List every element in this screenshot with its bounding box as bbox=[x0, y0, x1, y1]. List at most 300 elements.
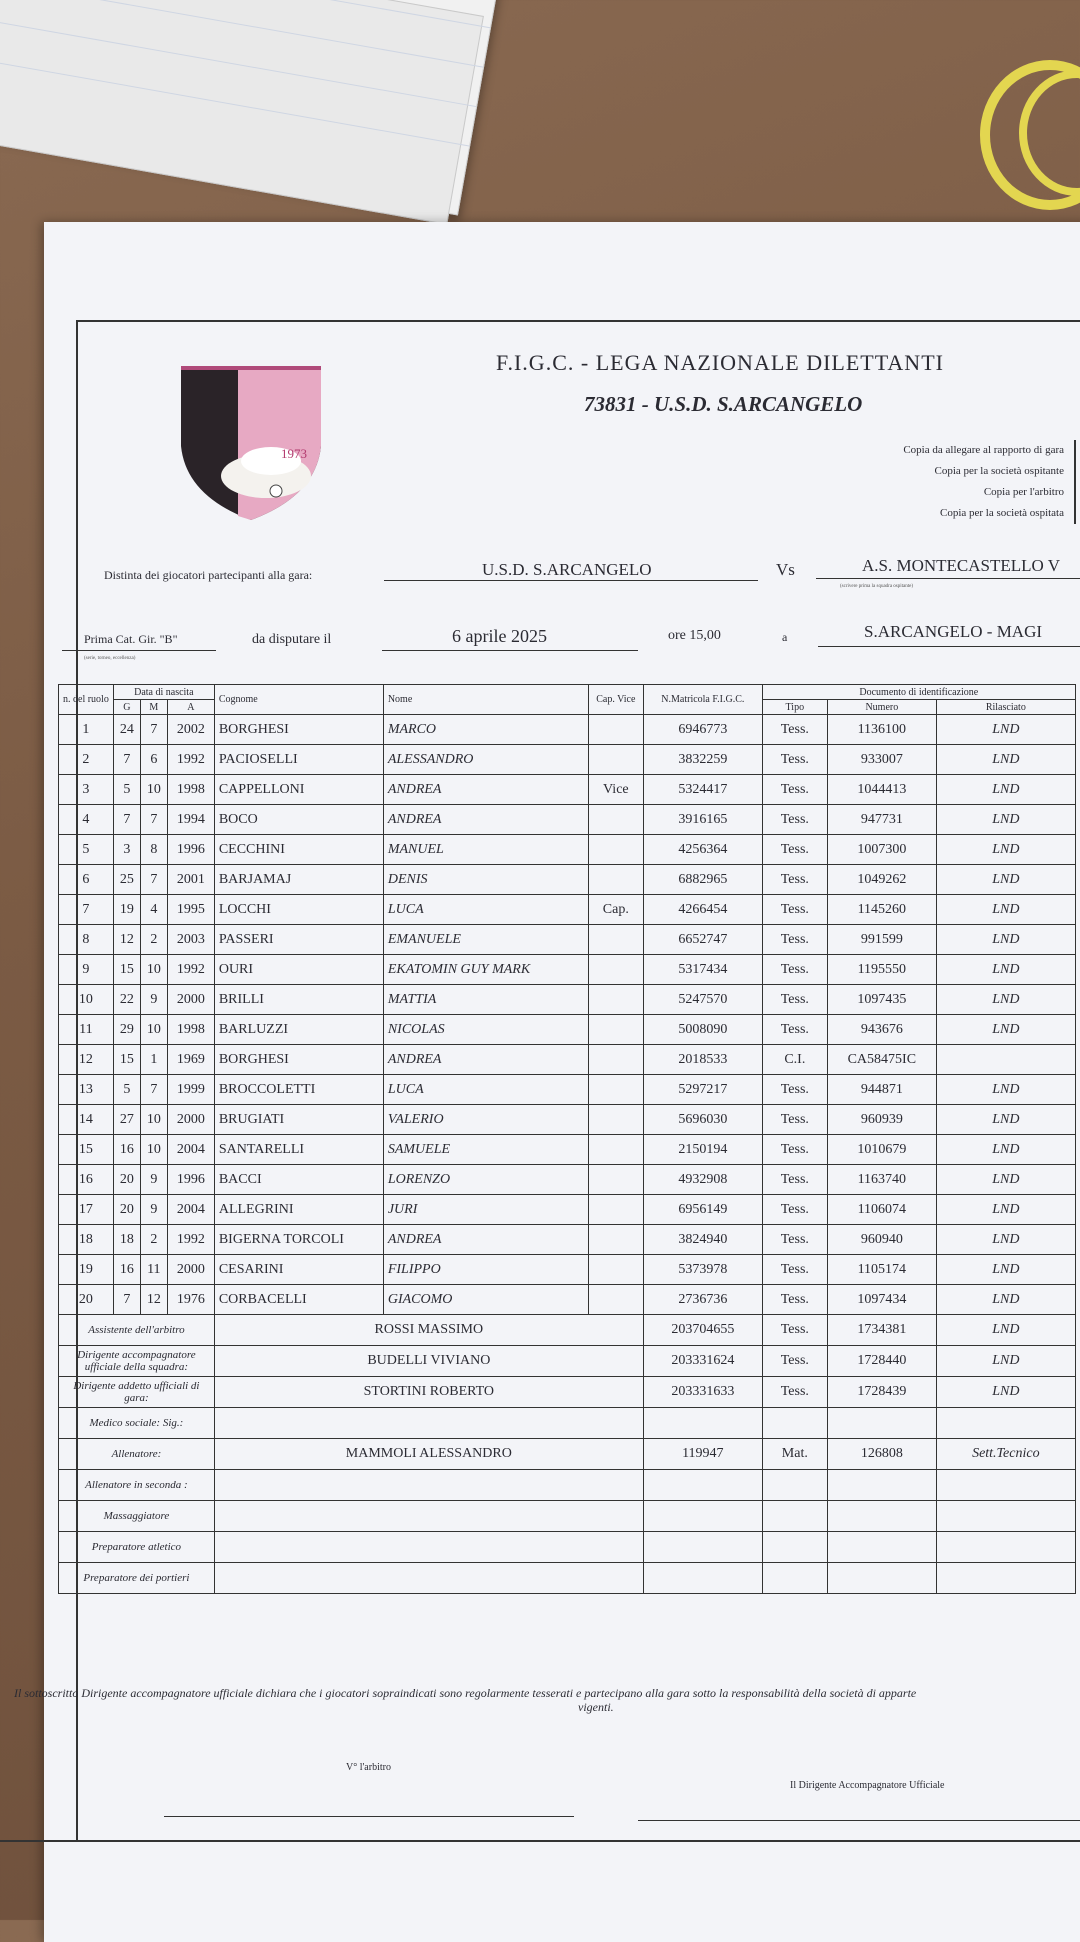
birth-year: 1998 bbox=[167, 1015, 214, 1045]
staff-doc-issuer: LND bbox=[936, 1346, 1075, 1377]
staff-name bbox=[214, 1501, 643, 1532]
doc-issuer: LND bbox=[936, 865, 1075, 895]
matricola: 2736736 bbox=[643, 1285, 762, 1315]
col-numero: Numero bbox=[827, 700, 936, 715]
player-number: 19 bbox=[59, 1255, 114, 1285]
doc-type: Tess. bbox=[762, 745, 827, 775]
player-surname: BROCCOLETTI bbox=[214, 1075, 383, 1105]
birth-day: 19 bbox=[113, 895, 140, 925]
birth-month: 7 bbox=[140, 1075, 167, 1105]
birth-year: 1976 bbox=[167, 1285, 214, 1315]
staff-name: BUDELLI VIVIANO bbox=[214, 1346, 643, 1377]
birth-day: 5 bbox=[113, 775, 140, 805]
birth-month: 2 bbox=[140, 925, 167, 955]
staff-doc-issuer bbox=[936, 1501, 1075, 1532]
doc-issuer: LND bbox=[936, 985, 1075, 1015]
captain-flag bbox=[588, 1195, 643, 1225]
birth-day: 15 bbox=[113, 1045, 140, 1075]
staff-doc-number: 1728440 bbox=[827, 1346, 936, 1377]
captain-flag: Cap. bbox=[588, 895, 643, 925]
staff-role: Preparatore dei portieri bbox=[59, 1563, 215, 1594]
birth-year: 1992 bbox=[167, 955, 214, 985]
doc-type: Tess. bbox=[762, 865, 827, 895]
birth-month: 7 bbox=[140, 865, 167, 895]
doc-type: Tess. bbox=[762, 805, 827, 835]
doc-issuer: LND bbox=[936, 1105, 1075, 1135]
away-team: A.S. MONTECASTELLO V bbox=[862, 556, 1061, 575]
player-name: SAMUELE bbox=[383, 1135, 588, 1165]
player-surname: ALLEGRINI bbox=[214, 1195, 383, 1225]
player-name: NICOLAS bbox=[383, 1015, 588, 1045]
birth-month: 8 bbox=[140, 835, 167, 865]
matricola: 5324417 bbox=[643, 775, 762, 805]
birth-year: 2003 bbox=[167, 925, 214, 955]
doc-type: Tess. bbox=[762, 1285, 827, 1315]
staff-doc-type: Mat. bbox=[762, 1439, 827, 1470]
doc-number: 1097434 bbox=[827, 1285, 936, 1315]
birth-year: 1969 bbox=[167, 1045, 214, 1075]
player-row bbox=[59, 1105, 1076, 1135]
player-number: 18 bbox=[59, 1225, 114, 1255]
staff-matricola bbox=[643, 1501, 762, 1532]
notepad bbox=[0, 0, 498, 216]
doc-number: CA58475IC bbox=[827, 1045, 936, 1075]
staff-role: Allenatore in seconda : bbox=[59, 1470, 215, 1501]
captain-flag bbox=[588, 835, 643, 865]
birth-day: 20 bbox=[113, 1165, 140, 1195]
captain-flag bbox=[588, 745, 643, 775]
player-row bbox=[59, 1195, 1076, 1225]
staff-doc-type bbox=[762, 1532, 827, 1563]
player-row bbox=[59, 895, 1076, 925]
category-note: (serie, torneo, eccellenza) bbox=[84, 656, 136, 661]
doc-issuer: LND bbox=[936, 1015, 1075, 1045]
birth-month: 4 bbox=[140, 895, 167, 925]
birth-year: 2000 bbox=[167, 1105, 214, 1135]
doc-issuer: LND bbox=[936, 1075, 1075, 1105]
matricola: 5373978 bbox=[643, 1255, 762, 1285]
doc-issuer: LND bbox=[936, 805, 1075, 835]
captain-flag bbox=[588, 985, 643, 1015]
player-name: GIACOMO bbox=[383, 1285, 588, 1315]
birth-day: 27 bbox=[113, 1105, 140, 1135]
matricola: 6956149 bbox=[643, 1195, 762, 1225]
birth-year: 1992 bbox=[167, 1225, 214, 1255]
doc-type: Tess. bbox=[762, 985, 827, 1015]
player-surname: CECCHINI bbox=[214, 835, 383, 865]
player-name: MARCO bbox=[383, 715, 588, 745]
matricola: 5297217 bbox=[643, 1075, 762, 1105]
birth-month: 7 bbox=[140, 715, 167, 745]
doc-issuer: LND bbox=[936, 775, 1075, 805]
birth-month: 10 bbox=[140, 1105, 167, 1135]
doc-issuer: LND bbox=[936, 925, 1075, 955]
staff-role: Dirigente addetto ufficiali di gara: bbox=[59, 1377, 215, 1408]
matricola: 3832259 bbox=[643, 745, 762, 775]
col-birth: Data di nascita bbox=[113, 685, 214, 700]
staff-doc-number bbox=[827, 1470, 936, 1501]
staff-doc-number bbox=[827, 1408, 936, 1439]
doc-issuer: LND bbox=[936, 835, 1075, 865]
staff-doc-number: 1728439 bbox=[827, 1377, 936, 1408]
birth-day: 24 bbox=[113, 715, 140, 745]
doc-type: Tess. bbox=[762, 1135, 827, 1165]
doc-number: 1163740 bbox=[827, 1165, 936, 1195]
date-label: da disputare il bbox=[252, 632, 332, 647]
doc-number: 1007300 bbox=[827, 835, 936, 865]
staff-name bbox=[214, 1532, 643, 1563]
captain-flag bbox=[588, 1285, 643, 1315]
player-number: 14 bbox=[59, 1105, 114, 1135]
staff-doc-type bbox=[762, 1408, 827, 1439]
captain-flag bbox=[588, 1045, 643, 1075]
matricola: 5008090 bbox=[643, 1015, 762, 1045]
doc-issuer: LND bbox=[936, 1165, 1075, 1195]
vs-label: Vs bbox=[776, 560, 795, 579]
birth-year: 1996 bbox=[167, 1165, 214, 1195]
birth-month: 10 bbox=[140, 1015, 167, 1045]
at-label: a bbox=[782, 630, 788, 644]
matricola: 6946773 bbox=[643, 715, 762, 745]
staff-doc-issuer bbox=[936, 1470, 1075, 1501]
birth-month: 6 bbox=[140, 745, 167, 775]
staff-name: ROSSI MASSIMO bbox=[214, 1315, 643, 1346]
matricola: 6652747 bbox=[643, 925, 762, 955]
birth-day: 20 bbox=[113, 1195, 140, 1225]
birth-year: 2000 bbox=[167, 985, 214, 1015]
player-row bbox=[59, 1015, 1076, 1045]
player-row bbox=[59, 1225, 1076, 1255]
doc-type: Tess. bbox=[762, 1195, 827, 1225]
staff-role: Medico sociale: Sig.: bbox=[59, 1408, 215, 1439]
staff-matricola bbox=[643, 1470, 762, 1501]
manager-signature-label: Il Dirigente Accompagnatore Ufficiale bbox=[790, 1780, 945, 1791]
player-name: VALERIO bbox=[383, 1105, 588, 1135]
staff-role: Assistente dell'arbitro bbox=[59, 1315, 215, 1346]
staff-doc-type: Tess. bbox=[762, 1377, 827, 1408]
player-name: LORENZO bbox=[383, 1165, 588, 1195]
doc-type: Tess. bbox=[762, 835, 827, 865]
player-surname: CORBACELLI bbox=[214, 1285, 383, 1315]
staff-doc-type bbox=[762, 1501, 827, 1532]
player-number: 6 bbox=[59, 865, 114, 895]
captain-flag: Vice bbox=[588, 775, 643, 805]
doc-issuer: LND bbox=[936, 895, 1075, 925]
matricola: 5317434 bbox=[643, 955, 762, 985]
player-number: 7 bbox=[59, 895, 114, 925]
player-number: 15 bbox=[59, 1135, 114, 1165]
staff-name bbox=[214, 1408, 643, 1439]
staff-row bbox=[59, 1470, 1076, 1501]
doc-type: Tess. bbox=[762, 1255, 827, 1285]
staff-matricola: 203331624 bbox=[643, 1346, 762, 1377]
staff-name: STORTINI ROBERTO bbox=[214, 1377, 643, 1408]
doc-type: Tess. bbox=[762, 1165, 827, 1195]
staff-doc-issuer: LND bbox=[936, 1315, 1075, 1346]
declaration: Il sottoscritto Dirigente accompagnatore ufficiale dichiara che i giocatori sopraindicati sono regolarmente tesserati e partecipano alla gara sotto la responsabilità della società di apparte bbox=[14, 1686, 917, 1700]
captain-flag bbox=[588, 865, 643, 895]
player-row bbox=[59, 835, 1076, 865]
venue: S.ARCANGELO - MAGI bbox=[864, 622, 1043, 641]
away-note: (scrivere prima la squadra ospitante) bbox=[840, 584, 914, 589]
birth-year: 2004 bbox=[167, 1135, 214, 1165]
staff-doc-issuer: LND bbox=[936, 1377, 1075, 1408]
captain-flag bbox=[588, 925, 643, 955]
doc-number: 960939 bbox=[827, 1105, 936, 1135]
staff-doc-number: 126808 bbox=[827, 1439, 936, 1470]
doc-number: 1010679 bbox=[827, 1135, 936, 1165]
birth-year: 1999 bbox=[167, 1075, 214, 1105]
captain-flag bbox=[588, 955, 643, 985]
doc-type: Tess. bbox=[762, 1015, 827, 1045]
staff-row bbox=[59, 1439, 1076, 1470]
referee-signature-label: V° l'arbitro bbox=[346, 1762, 391, 1773]
player-surname: BARLUZZI bbox=[214, 1015, 383, 1045]
matricola: 5696030 bbox=[643, 1105, 762, 1135]
player-name: DENIS bbox=[383, 865, 588, 895]
birth-year: 1992 bbox=[167, 745, 214, 775]
birth-month: 10 bbox=[140, 955, 167, 985]
captain-flag bbox=[588, 1075, 643, 1105]
staff-matricola bbox=[643, 1532, 762, 1563]
staff-role: Allenatore: bbox=[59, 1439, 215, 1470]
doc-number: 944871 bbox=[827, 1075, 936, 1105]
player-row bbox=[59, 865, 1076, 895]
player-surname: PACIOSELLI bbox=[214, 745, 383, 775]
doc-type: Tess. bbox=[762, 1225, 827, 1255]
player-surname: OURI bbox=[214, 955, 383, 985]
birth-month: 7 bbox=[140, 805, 167, 835]
col-g: G bbox=[113, 700, 140, 715]
player-row bbox=[59, 1045, 1076, 1075]
col-a: A bbox=[167, 700, 214, 715]
player-number: 12 bbox=[59, 1045, 114, 1075]
staff-row bbox=[59, 1346, 1076, 1377]
player-surname: BACCI bbox=[214, 1165, 383, 1195]
staff-row bbox=[59, 1377, 1076, 1408]
birth-month: 10 bbox=[140, 1135, 167, 1165]
player-surname: LOCCHI bbox=[214, 895, 383, 925]
matricola: 2150194 bbox=[643, 1135, 762, 1165]
player-number: 16 bbox=[59, 1165, 114, 1195]
birth-day: 25 bbox=[113, 865, 140, 895]
staff-doc-issuer bbox=[936, 1563, 1075, 1594]
doc-number: 1145260 bbox=[827, 895, 936, 925]
player-surname: SANTARELLI bbox=[214, 1135, 383, 1165]
birth-day: 15 bbox=[113, 955, 140, 985]
svg-text:1973: 1973 bbox=[281, 446, 307, 461]
player-surname: CESARINI bbox=[214, 1255, 383, 1285]
birth-day: 3 bbox=[113, 835, 140, 865]
player-surname: BIGERNA TORCOLI bbox=[214, 1225, 383, 1255]
col-matricola: N.Matricola F.I.G.C. bbox=[643, 685, 762, 715]
player-surname: BARJAMAJ bbox=[214, 865, 383, 895]
player-number: 4 bbox=[59, 805, 114, 835]
matricola: 2018533 bbox=[643, 1045, 762, 1075]
player-row bbox=[59, 775, 1076, 805]
player-name: ANDREA bbox=[383, 1225, 588, 1255]
captain-flag bbox=[588, 1015, 643, 1045]
player-name: EMANUELE bbox=[383, 925, 588, 955]
league-title: F.I.G.C. - LEGA NAZIONALE DILETTANTI bbox=[496, 350, 944, 375]
captain-flag bbox=[588, 1135, 643, 1165]
staff-name bbox=[214, 1563, 643, 1594]
player-row bbox=[59, 1255, 1076, 1285]
doc-number: 1195550 bbox=[827, 955, 936, 985]
player-number: 17 bbox=[59, 1195, 114, 1225]
player-row bbox=[59, 1285, 1076, 1315]
doc-issuer: LND bbox=[936, 715, 1075, 745]
birth-year: 2000 bbox=[167, 1255, 214, 1285]
staff-row bbox=[59, 1501, 1076, 1532]
birth-day: 29 bbox=[113, 1015, 140, 1045]
birth-year: 1994 bbox=[167, 805, 214, 835]
birth-month: 2 bbox=[140, 1225, 167, 1255]
doc-type: Tess. bbox=[762, 715, 827, 745]
col-tipo: Tipo bbox=[762, 700, 827, 715]
matricola: 4932908 bbox=[643, 1165, 762, 1195]
club-logo-icon bbox=[176, 366, 326, 522]
staff-doc-issuer bbox=[936, 1532, 1075, 1563]
doc-type: Tess. bbox=[762, 895, 827, 925]
birth-day: 16 bbox=[113, 1255, 140, 1285]
staff-row bbox=[59, 1532, 1076, 1563]
doc-issuer: LND bbox=[936, 1225, 1075, 1255]
player-surname: BRUGIATI bbox=[214, 1105, 383, 1135]
copy-option: Copia per la società ospitata bbox=[903, 503, 1076, 524]
doc-issuer: LND bbox=[936, 1135, 1075, 1165]
player-number: 11 bbox=[59, 1015, 114, 1045]
staff-doc-number bbox=[827, 1501, 936, 1532]
player-name: JURI bbox=[383, 1195, 588, 1225]
player-name: LUCA bbox=[383, 895, 588, 925]
birth-month: 1 bbox=[140, 1045, 167, 1075]
staff-doc-number bbox=[827, 1563, 936, 1594]
doc-number: 1105174 bbox=[827, 1255, 936, 1285]
player-row bbox=[59, 1135, 1076, 1165]
doc-type: C.I. bbox=[762, 1045, 827, 1075]
birth-day: 7 bbox=[113, 805, 140, 835]
doc-number: 943676 bbox=[827, 1015, 936, 1045]
staff-doc-type: Tess. bbox=[762, 1346, 827, 1377]
player-surname: BRILLI bbox=[214, 985, 383, 1015]
staff-matricola: 119947 bbox=[643, 1439, 762, 1470]
doc-number: 1097435 bbox=[827, 985, 936, 1015]
home-team: U.S.D. S.ARCANGELO bbox=[482, 560, 652, 579]
player-row bbox=[59, 925, 1076, 955]
player-row bbox=[59, 715, 1076, 745]
player-name: ANDREA bbox=[383, 775, 588, 805]
col-surname: Cognome bbox=[214, 685, 383, 715]
birth-year: 2004 bbox=[167, 1195, 214, 1225]
matricola: 3824940 bbox=[643, 1225, 762, 1255]
player-name: EKATOMIN GUY MARK bbox=[383, 955, 588, 985]
birth-day: 18 bbox=[113, 1225, 140, 1255]
birth-month: 9 bbox=[140, 1165, 167, 1195]
staff-name: MAMMOLI ALESSANDRO bbox=[214, 1439, 643, 1470]
doc-issuer bbox=[936, 1045, 1075, 1075]
doc-type: Tess. bbox=[762, 775, 827, 805]
birth-month: 12 bbox=[140, 1285, 167, 1315]
player-number: 3 bbox=[59, 775, 114, 805]
matricola: 6882965 bbox=[643, 865, 762, 895]
matricola: 4266454 bbox=[643, 895, 762, 925]
captain-flag bbox=[588, 715, 643, 745]
player-surname: PASSERI bbox=[214, 925, 383, 955]
copy-option: Copia per l'arbitro bbox=[903, 482, 1076, 503]
staff-doc-type: Tess. bbox=[762, 1315, 827, 1346]
staff-doc-issuer bbox=[936, 1408, 1075, 1439]
player-number: 9 bbox=[59, 955, 114, 985]
birth-year: 1995 bbox=[167, 895, 214, 925]
doc-number: 960940 bbox=[827, 1225, 936, 1255]
staff-role: Preparatore atletico bbox=[59, 1532, 215, 1563]
col-doc: Documento di identificazione bbox=[762, 685, 1075, 700]
doc-number: 947731 bbox=[827, 805, 936, 835]
doc-number: 1044413 bbox=[827, 775, 936, 805]
staff-matricola bbox=[643, 1408, 762, 1439]
staff-row bbox=[59, 1563, 1076, 1594]
doc-type: Tess. bbox=[762, 1105, 827, 1135]
match-date: 6 aprile 2025 bbox=[452, 626, 547, 646]
birth-day: 5 bbox=[113, 1075, 140, 1105]
col-name: Nome bbox=[383, 685, 588, 715]
player-row bbox=[59, 985, 1076, 1015]
doc-issuer: LND bbox=[936, 1255, 1075, 1285]
staff-doc-type bbox=[762, 1563, 827, 1594]
match-label: Distinta dei giocatori partecipanti alla gara: bbox=[104, 568, 313, 582]
birth-month: 10 bbox=[140, 775, 167, 805]
birth-year: 2001 bbox=[167, 865, 214, 895]
staff-doc-number: 1734381 bbox=[827, 1315, 936, 1346]
staff-row bbox=[59, 1315, 1076, 1346]
col-num: n. del ruolo bbox=[59, 685, 114, 715]
player-surname: CAPPELLONI bbox=[214, 775, 383, 805]
doc-issuer: LND bbox=[936, 955, 1075, 985]
player-name: MANUEL bbox=[383, 835, 588, 865]
birth-day: 12 bbox=[113, 925, 140, 955]
doc-number: 1136100 bbox=[827, 715, 936, 745]
matricola: 4256364 bbox=[643, 835, 762, 865]
player-number: 20 bbox=[59, 1285, 114, 1315]
player-name: ANDREA bbox=[383, 1045, 588, 1075]
player-number: 2 bbox=[59, 745, 114, 775]
birth-year: 1998 bbox=[167, 775, 214, 805]
doc-type: Tess. bbox=[762, 925, 827, 955]
declaration-end: vigenti. bbox=[578, 1700, 614, 1714]
player-row bbox=[59, 1165, 1076, 1195]
birth-day: 22 bbox=[113, 985, 140, 1015]
doc-number: 933007 bbox=[827, 745, 936, 775]
captain-flag bbox=[588, 805, 643, 835]
copy-option: Copia per la società ospitante bbox=[903, 461, 1076, 482]
doc-number: 1106074 bbox=[827, 1195, 936, 1225]
player-name: MATTIA bbox=[383, 985, 588, 1015]
birth-year: 2002 bbox=[167, 715, 214, 745]
birth-day: 7 bbox=[113, 745, 140, 775]
staff-doc-number bbox=[827, 1532, 936, 1563]
doc-type: Tess. bbox=[762, 1075, 827, 1105]
staff-name bbox=[214, 1470, 643, 1501]
col-m: M bbox=[140, 700, 167, 715]
staff-role: Dirigente accompagnatore ufficiale della squadra: bbox=[59, 1346, 215, 1377]
doc-issuer: LND bbox=[936, 1285, 1075, 1315]
doc-type: Tess. bbox=[762, 955, 827, 985]
doc-number: 991599 bbox=[827, 925, 936, 955]
staff-role: Massaggiatore bbox=[59, 1501, 215, 1532]
matricola: 3916165 bbox=[643, 805, 762, 835]
birth-day: 7 bbox=[113, 1285, 140, 1315]
